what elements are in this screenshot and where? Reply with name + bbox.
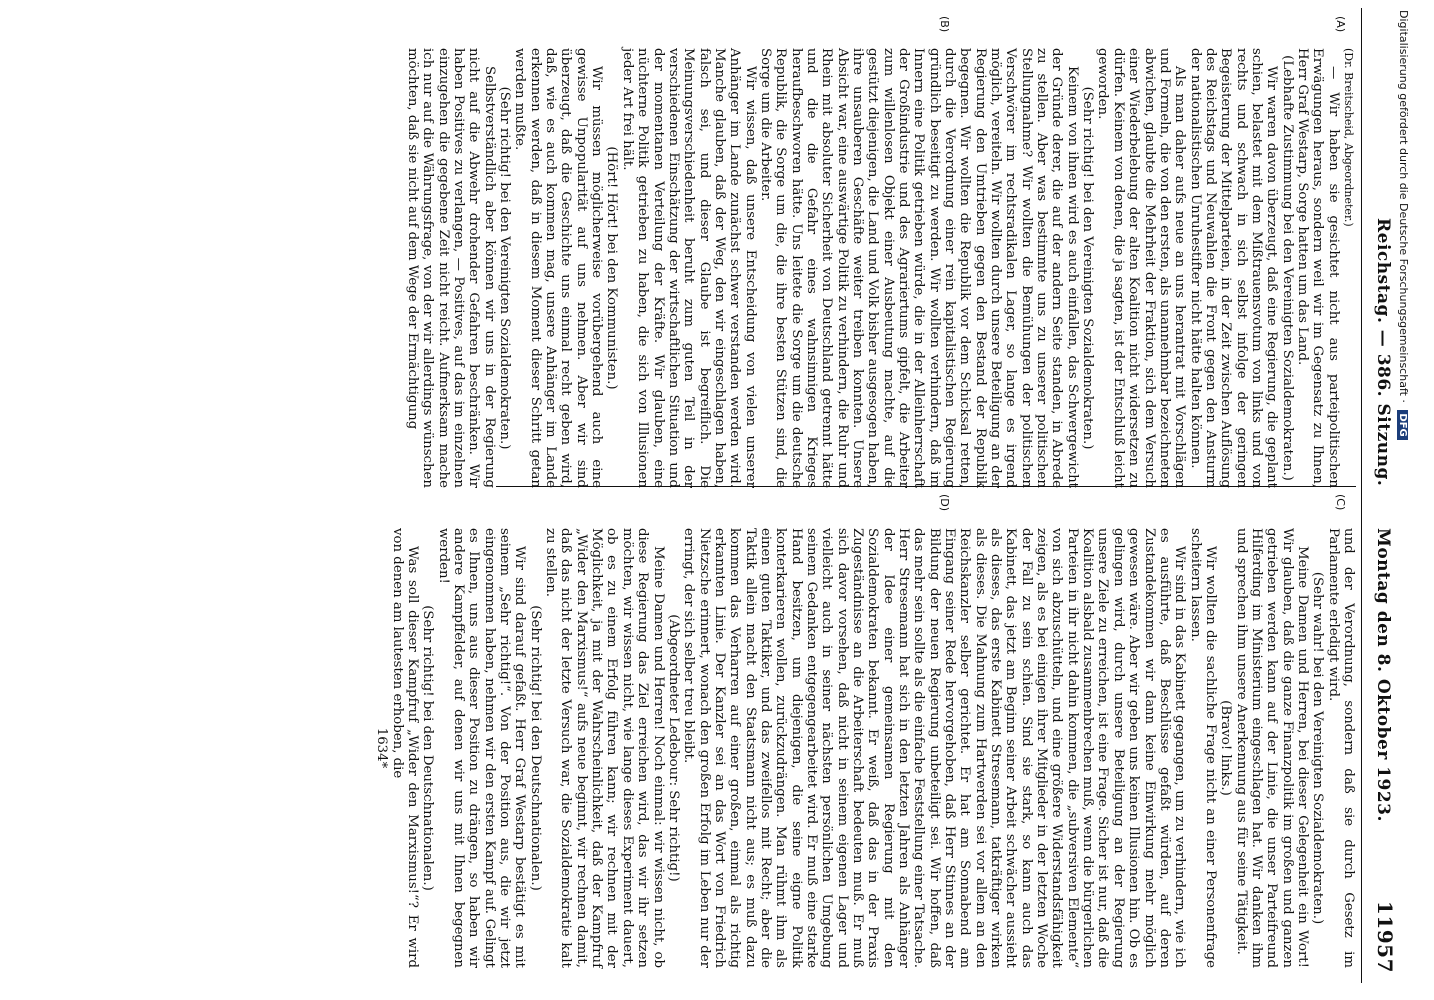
paragraph: und der Verordnung, sondern daß sie durch Gesetz im Parlamente erledigt wird. (1325, 528, 1356, 968)
paragraph: Meine Damen und Herren, bei dieser Gelegenheit ein Wort! Wir glauben, daß die ganze Finanzpolitik im großen und ganzen getrieben werden kann auf der Linie, die unser Parteifreund Hilferding im Ministerium eingeschlagen hat. Wir danken ihm und sprechen ihm unsere Anerkennung aus für seine Tätigkeit. (1233, 528, 1310, 968)
margin-mark-a: (A) (1334, 16, 1347, 33)
paragraph: — Wir haben sie gesichtet nicht aus parteipolitischen Erwägungen heraus, sondern weil wir im Gegensatz zu Ihnen, Herr Graf Westarp, Sorge hatten um das Land. (1294, 48, 1341, 488)
margin-mark-d: (D) (938, 494, 951, 512)
paragraph: Wir sind darauf gefaßt. Herr Graf Westarp bestätigt es mit seinem „Sehr richtig!“. Von der Position aus, die wir jetzt eingenommen haben, nehmen wir den ersten Kampf auf. Gelingt es Ihnen, uns aus dieser Position zu drängen, so haben wir andere Kampffelder, auf denen wir uns mit Ihnen begegnen werden! (435, 528, 528, 968)
interjection: (Sehr richtig! bei den Deutschnationalen.) (420, 605, 436, 891)
paragraph: Meine Damen und Herren! Noch einmal: wir wissen nicht, ob diese Regierung das Ziel erreichen wird, das wir ihr setzen möchten, wir wissen nicht, wie lange dieses Experiment dauert, ob es zu einem Erfolg führen kann; wir rechnen mit der Möglichkeit, ja mit der Wahrscheinlichkeit, daß der Kampfruf „Wider den Marxismus!“ aufs neue beginnt, wir rechnen damit, daß das nicht der letzte Versuch war, die Sozialdemokratie kalt zu stellen. (543, 528, 666, 968)
rotated-page (62, 8, 1397, 983)
paragraph: Selbstverständlich aber können wir uns in der Regierung nicht auf die Abwehr drohender Gefahren beschränken. Wir haben Positives zu verlangen, — Positives, auf das im einzelnen einzugehen die gegebene Zeit nicht reicht. Aufmerksam mache ich nur auf die Währungsfrage, von der wir allerdings wünschen möchten, daß sie nicht auf dem Wege der Ermächtigung (405, 48, 497, 488)
interjection: (Sehr richtig! bei den Vereinigten Sozialdemokraten.) (1080, 86, 1096, 450)
interjection: (Bravo! links.) (1218, 700, 1234, 796)
digitization-note (1390, 10, 1410, 1000)
speaker-intro: (Dr. Breitscheid, Abgeordneter.) (1342, 48, 1355, 227)
page-header (1364, 8, 1397, 983)
paragraph: Was soll dieser Kampfruf „Wider den Marxismus!“? Er wird von denen am lautesten erhoben, die (389, 528, 421, 968)
paragraph: Wir sind in das Kabinett gegangen, um zu verhindern, wie ich es ausführte, daß Beschlüsse gefaßt würden, auf deren Zustandekommen wir dann keine Einwirkung mehr möglich gewesen wäre. Aber wir geben uns keinen Illusionen hin. Ob es gelingen wird, durch unsere Beteiligung an der Regierung unsere Ziele zu erreichen, ist eine Frage. Sicher ist nur, daß die Koalition alsbald zusammenbrechen muß, wenn die bürgerlichen Parteien in ihr nicht dahin kommen, die „subversiven Elemente“ von sich abzuschütteln, und eine größere Widerstandsfähigkeit zeigen, als es bei einigen ihrer Mitglieder in der letzten Woche der Fall zu sein schien. Sind sie stark, so kann auch das Kabinett, das jetzt am Beginn seiner Arbeit schwächer aussieht als dieses, das erste Kabinett Stresemann, tatkräftiger wirken als dieses. Die Mahnung zum Hartwerden sei vor allem an den Reichskanzler selber gerichtet. Er hat am Sonnabend am Eingang seiner Rede hervorgehoben, daß Herr Stinnes an der Bildung der neuen Regierung unbeteiligt sei. Wir hoffen, daß das mehr sein sollte als die einfache Feststellung einer Tatsache. Herr Stresemann hat sich in den letzten Jahren als Anhänger der Idee einer gemeinsamen Regierung mit den Sozialdemokraten bekannt. Er weiß, daß das in der Praxis Zugeständnisse an die Arbeiterschaft bedeuten muß. Er muß sich davor vorsehen, daß nicht in seinem eigenen Lager und vielleicht auch in seiner nächsten persönlichen Umgebung seinem Gedanken entgegengearbeitet wird. Er muß eine starke Hand besitzen, um diejenigen, die seine eigne Politik konterkarieren wollen, zurückzudrängen. Man rühmt ihm als einen guten Taktiker, und das zweifellos mit Recht; aber die Taktik allein macht den Staatsmann nicht aus; es muß dazu kommen das Verharren auf einer großen, einmal als richtig erkannten Linie. Der Kanzler sei an das Wort von Friedrich Nietzsche erinnert, wonach den großen Erfolg im Leben nur der erringt, der sich selber treu bleibt. (681, 528, 1188, 968)
paragraph: Keinem von ihnen wird es auch einfallen, das Schwergewicht der Gründe derer, die auf der andern Seite standen, in Abrede zu stellen. Aber was bestimmte uns zu unserer politischen Stellungnahme? Wir wollten die Bemühungen der politischen Verschwörer im rechtsradikalen Lager, so lange es irgend möglich, vereiteln. Wir wollten durch unsere Beteiligung an der Regierung den Umtrieben gegen den Bestand der Republik begegnen. Wir wollten die Republik vor dem Schicksal retten, durch die Verordnung einer rein kapitalistischen Regierung gründlich beseitigt zu werden. Wir wollten verhindern, daß im Innern eine Politik getrieben würde, die in der Alleinherrschaft der Großindustrie und des Agrariertums gipfelt, die Arbeiter zum willenlosen Objekt einer Ausbeutung machte, auf die gestützt diejenigen, die Land und Volk bisher ausgesogen haben, ihre unsauberen Geschäfte weiter treiben konnten. Unsere Absicht war, eine auswärtige Politik zu verhindern, die Ruhr und Rhein mit absoluter Sicherheit von Deutschland getrennt hätte und die die Gefahr eines wahnsinnigen Krieges heraufbeschworen hätte. Uns leitete die Sorge um die deutsche Republik, die Sorge um die, die ihre besten Stützen sind, die Sorge um die Arbeiter. (757, 48, 1080, 488)
header-page-number: 11957 (1373, 900, 1397, 973)
folio: 1634* (374, 727, 390, 769)
digitization-text: Digitalisierung gefördert durch die Deutsche Forschungsgemeinschaft · (1397, 10, 1410, 403)
margin-mark-b: (B) (938, 16, 951, 33)
interjection: (Abgeordneter Ledebour: Sehr richtig!) (665, 614, 681, 882)
paragraph: Wir wollten die sachliche Frage nicht an einer Personenfrage scheitern lassen. (1187, 528, 1218, 968)
interjection: (Sehr richtig! bei den Vereinigten Sozialdemokraten.) (497, 86, 513, 450)
header-rule (1361, 8, 1362, 983)
interjection: (Hört! Hört! bei den Kommunisten.) (604, 146, 620, 390)
interjection: (Sehr richtig! bei den Deutschnationalen.) (527, 605, 543, 891)
interjection: (Lebhafte Zustimmung bei den Vereinigten Sozialdemokraten.) (1279, 55, 1295, 481)
paragraph: Wir waren davon überzeugt, daß eine Regierung, die geplant schien, belastet mit dem Mißtrauensvotum von links und von rechts und schwach in sich selbst infolge der geringen Begeisterung der Mittelparteien, in der Zeit zwischen Auflösung des Reichstags und Neuwahlen die Front gegen den Ansturm der nationalistischen Unruhestifter nicht hätte halten können. (1187, 48, 1280, 488)
paragraph: Als man daher aufs neue an uns herantrat mit Vorschlägen und Formeln, die von den ersten, als unannehmbar bezeichneten abwichen, glaubte die Mehrheit der Fraktion, sich dem Versuch einer Wiederbelebung der alten Koalition nicht widersetzen zu dürfen. Keinem von denen, die ja sagten, ist der Entschluß leicht geworden. (1095, 48, 1188, 488)
paragraph: Wir wissen, daß unsere Entscheidung von vielen unserer Anhänger im Lande zunächst schwer verstanden werden wird. Manche glauben, daß der Weg, den wir eingeschlagen haben, falsch sei, und dieser Glaube ist begreiflich. Die Meinungsverschiedenheit beruht zum guten Teil in der verschiedenen Einschätzung der wirtschaftlichen Situation und der momentanen Verteilung der Kräfte. Wir glauben, eine nüchterne Politik getrieben zu haben, die sich von Illusionen jeder Art frei hält. (619, 48, 758, 488)
right-column (374, 528, 1356, 968)
dfg-logo: DFG (1397, 410, 1408, 439)
left-column (405, 48, 1356, 488)
paragraph: Wir müssen möglicherweise vorübergehend auch eine gewisse Unpopularität auf uns nehmen. Aber wir sind überzeugt, daß die Geschichte uns einmal recht geben wird, daß, wie es auch kommen mag, unsere Anhänger im Lande erkennen werden, daß in diesem Moment dieser Schritt getan werden mußte. (512, 48, 605, 488)
interjection: (Sehr wahr! bei den Vereinigten Sozialdemokraten.) (1310, 571, 1326, 925)
margin-mark-c: (C) (1334, 494, 1347, 511)
header-date: Montag den 8. Oktober 1923. (1373, 528, 1393, 822)
header-session: Reichstag. — 386. Sitzung. (1373, 218, 1393, 487)
column-divider (496, 486, 1356, 487)
